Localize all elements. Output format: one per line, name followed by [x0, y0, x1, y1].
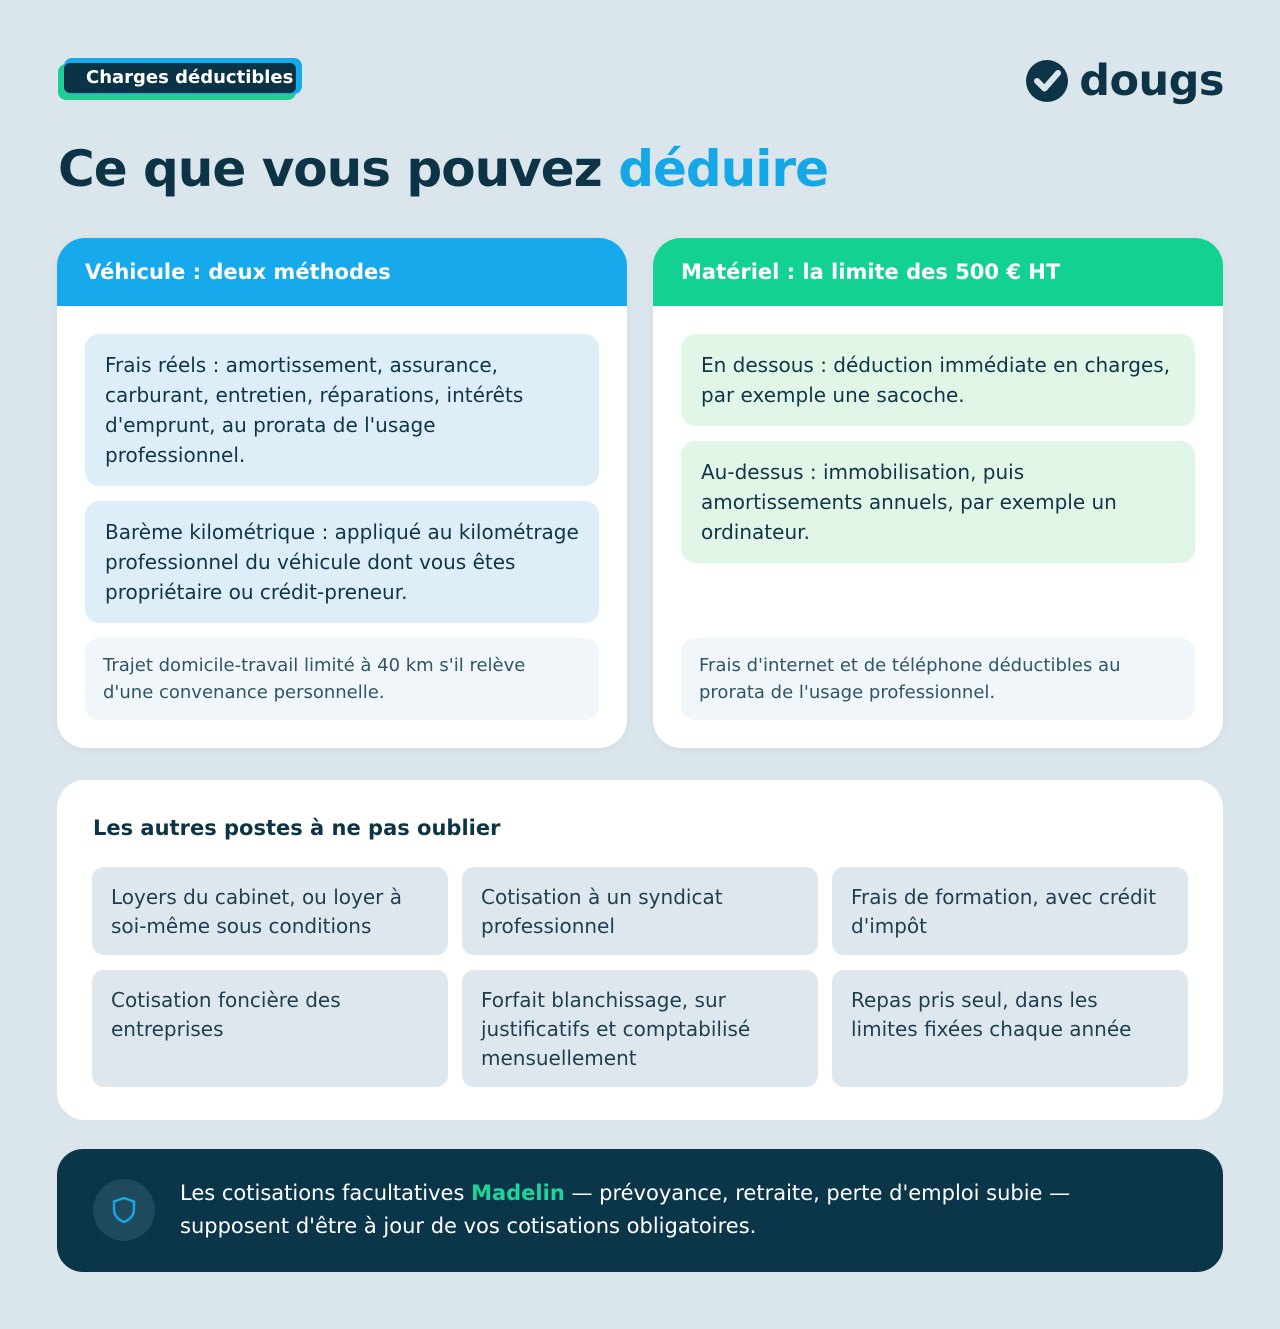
other-items-card — [57, 780, 1223, 1120]
material-card-title: Matériel : la limite des 500 € HT — [653, 238, 1223, 306]
vehicle-note: Trajet domicile-travail limité à 40 km s'il relève d'une convenance personnelle. — [85, 638, 599, 720]
logo-text: dougs — [1079, 56, 1224, 106]
check-circle-icon — [1025, 59, 1069, 103]
list-item: Frais de formation, avec crédit d'impôt — [832, 867, 1188, 955]
banner-highlight: Madelin — [471, 1181, 565, 1205]
list-item: Cotisation à un syndicat professionnel — [462, 867, 818, 955]
list-item: Loyers du cabinet, ou loyer à soi-même sous conditions — [92, 867, 448, 955]
material-item-above: Au-dessus : immobilisation, puis amortissements annuels, par exemple un ordinateur. — [681, 441, 1195, 563]
tag-label: Charges déductibles — [64, 63, 296, 93]
banner-text-before: Les cotisations facultatives — [180, 1181, 472, 1205]
material-item-below: En dessous : déduction immédiate en charges, par exemple une sacoche. — [681, 334, 1195, 426]
vehicle-card-title: Véhicule : deux méthodes — [57, 238, 627, 306]
vehicle-card — [57, 238, 627, 748]
list-item: Forfait blanchissage, sur justificatifs et comptabilisé mensuellement — [462, 970, 818, 1087]
banner-text-after: — prévoyance, retraite, perte d'emploi subie — supposent d'être à jour de vos cotisations obligatoires. — [180, 1181, 1071, 1238]
other-items-title: Les autres postes à ne pas oublier — [93, 816, 501, 840]
banner-text — [180, 1177, 1180, 1243]
title-accent: déduire — [618, 140, 828, 198]
vehicle-item-real-costs: Frais réels : amortissement, assurance, carburant, entretien, réparations, intérêts d'emprunt, au prorata de l'usage professionnel. — [85, 334, 599, 486]
material-card — [653, 238, 1223, 748]
madelin-banner — [57, 1149, 1223, 1272]
dougs-logo — [1025, 56, 1224, 106]
vehicle-item-mileage-scale: Barème kilométrique : appliqué au kilométrage professionnel du véhicule dont vous êtes propriétaire ou crédit-preneur. — [85, 501, 599, 623]
list-item: Cotisation foncière des entreprises — [92, 970, 448, 1087]
page-title — [58, 140, 828, 198]
shield-icon-container — [93, 1179, 155, 1241]
material-note: Frais d'internet et de téléphone déductibles au prorata de l'usage professionnel. — [681, 638, 1195, 720]
title-main: Ce que vous pouvez — [58, 140, 619, 198]
shield-icon — [111, 1196, 137, 1224]
category-tag — [58, 58, 302, 98]
list-item: Repas pris seul, dans les limites fixées chaque année — [832, 970, 1188, 1087]
